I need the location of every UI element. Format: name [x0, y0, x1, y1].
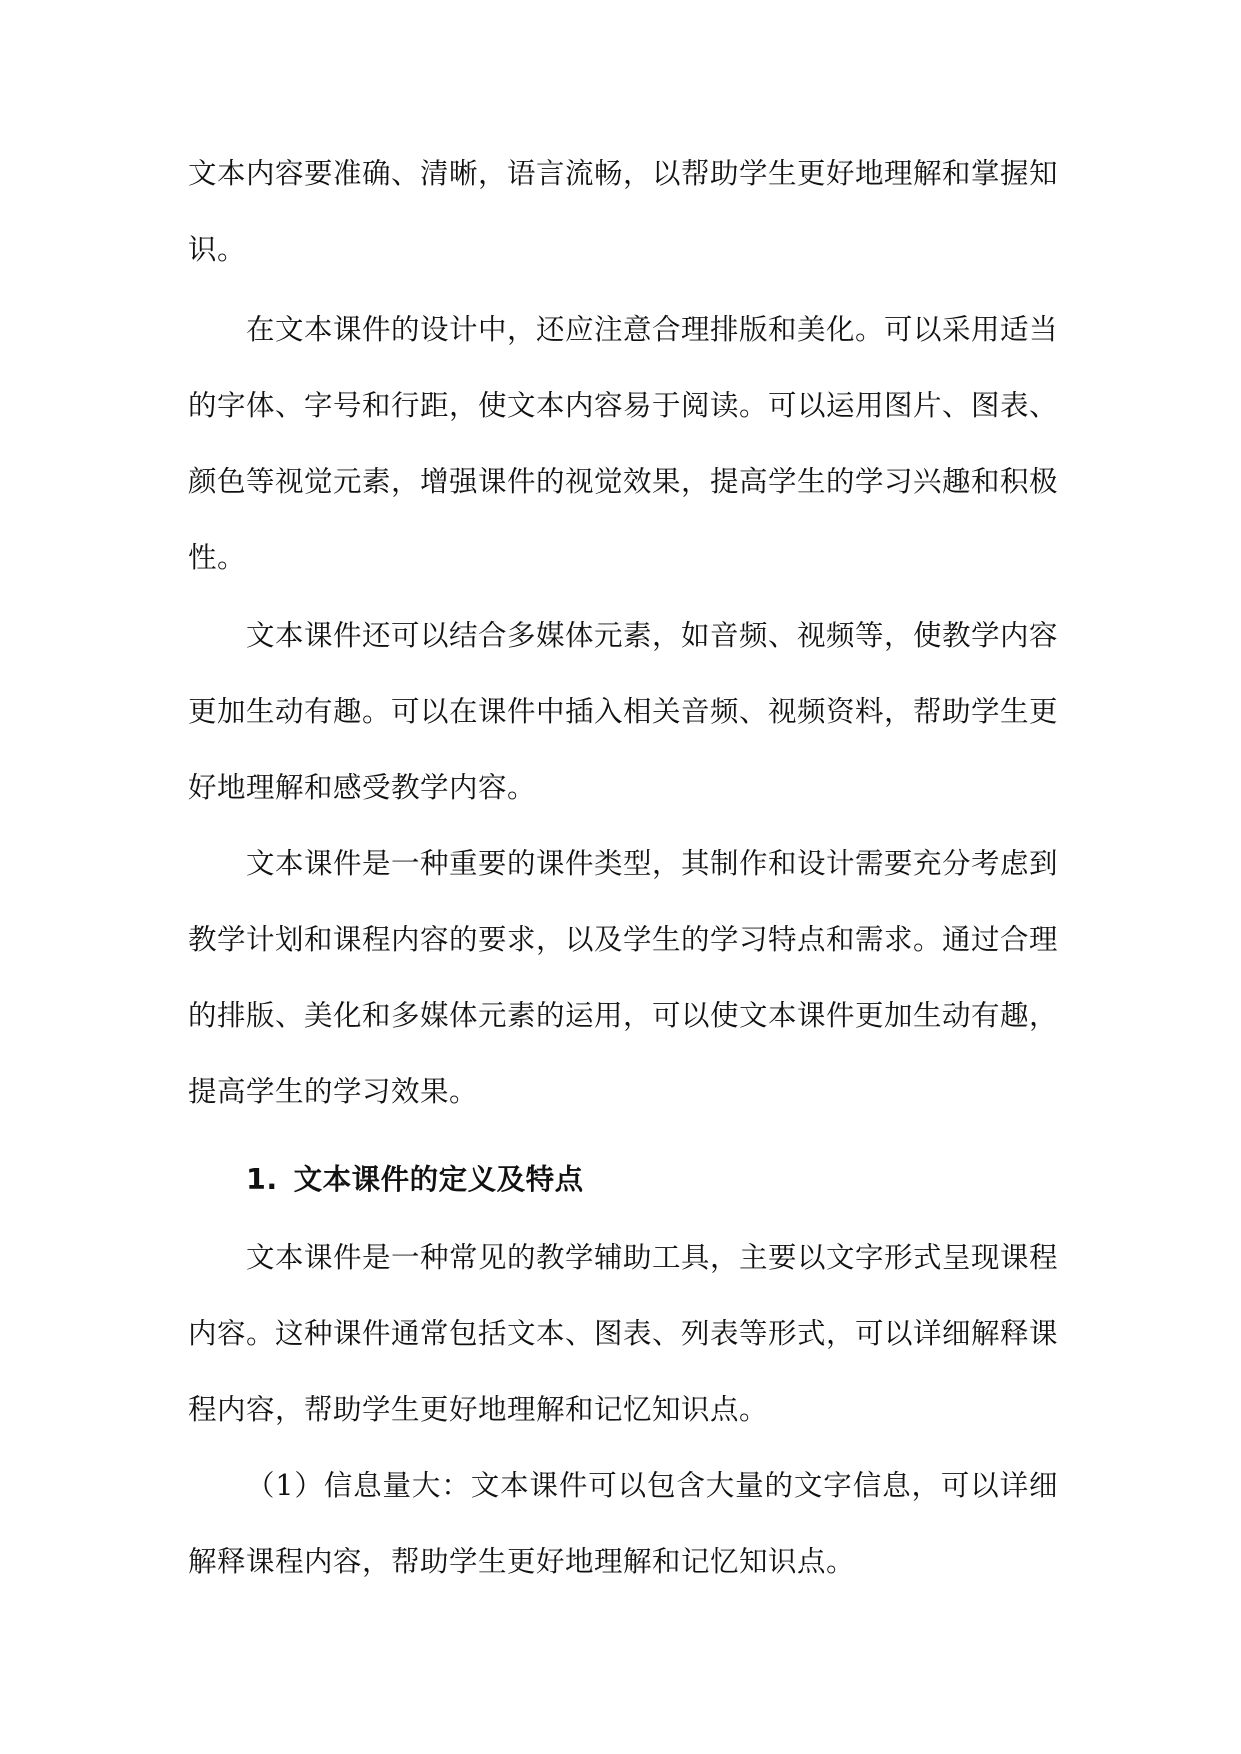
- paragraph-layout-design: 在文本课件的设计中，还应注意合理排版和美化。可以采用适当的字体、字号和行距，使文本内容易于阅读。可以运用图片、图表、颜色等视觉元素，增强课件的视觉效果，提高学生的学习兴趣和积极性。: [188, 313, 1059, 574]
- section-number: 1.: [246, 1163, 278, 1196]
- paragraph-multimedia: 文本课件还可以结合多媒体元素，如音频、视频等，使教学内容更加生动有趣。可以在课件中插入相关音频、视频资料，帮助学生更好地理解和感受教学内容。: [188, 619, 1059, 804]
- paragraph-feature-1: （1）信息量大：文本课件可以包含大量的文字信息，可以详细解释课程内容，帮助学生更好地理解和记忆知识点。: [188, 1469, 1058, 1578]
- paragraph-definition: 文本课件是一种常见的教学辅助工具，主要以文字形式呈现课程内容。这种课件通常包括文本、图表、列表等形式，可以详细解释课程内容，帮助学生更好地理解和记忆知识点。: [188, 1241, 1059, 1426]
- paragraph-text-accuracy: 文本内容要准确、清晰，语言流畅，以帮助学生更好地理解和掌握知识。: [188, 157, 1059, 266]
- section-heading: [246, 1155, 584, 1205]
- paragraph-summary: 文本课件是一种重要的课件类型，其制作和设计需要充分考虑到教学计划和课程内容的要求，以及学生的学习特点和需求。通过合理的排版、美化和多媒体元素的运用，可以使文本课件更加生动有趣，提高学生的学习效果。: [188, 847, 1059, 1108]
- section-title: 文本课件的定义及特点: [293, 1163, 584, 1196]
